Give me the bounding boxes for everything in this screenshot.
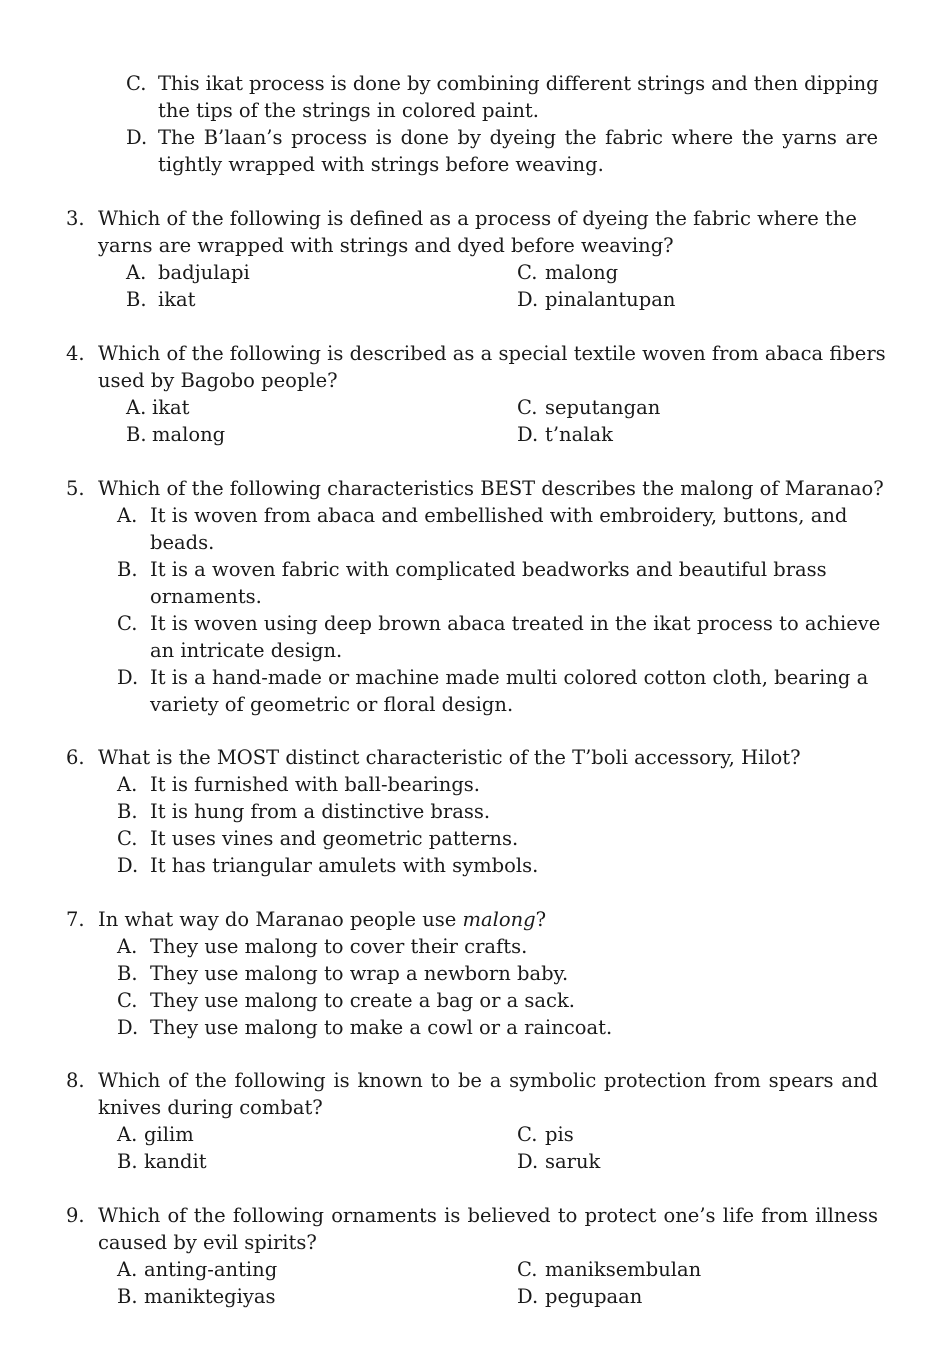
- question-number: 9.: [66, 1204, 85, 1227]
- question-text-emphasis: malong: [462, 908, 536, 931]
- option-letter: C.: [517, 261, 538, 284]
- option-text: variety of geometric or floral design.: [150, 693, 514, 716]
- question-text: What is the MOST distinct characteristic of the T’boli accessory, Hilot?: [98, 746, 801, 769]
- option-letter: B.: [126, 423, 147, 446]
- option-text: It is woven from abaca and embellished with embroidery, buttons, and: [150, 504, 848, 527]
- option-letter: D.: [126, 126, 148, 149]
- option-text: It is furnished with ball-bearings.: [150, 773, 481, 796]
- option-letter: D.: [517, 423, 539, 446]
- option-letter: A.: [117, 935, 138, 958]
- option-text: They use malong to create a bag or a sack.: [150, 989, 575, 1012]
- option-text: gilim: [144, 1123, 194, 1146]
- option-text: It has triangular amulets with symbols.: [150, 854, 539, 877]
- option-letter: D.: [517, 288, 539, 311]
- option-letter: A.: [117, 504, 138, 527]
- question-number: 7.: [66, 908, 85, 931]
- option-letter: A.: [117, 1123, 138, 1146]
- option-text: pis: [545, 1123, 574, 1146]
- option-letter: B.: [117, 558, 138, 581]
- option-text: ikat: [152, 396, 190, 419]
- question-text: knives during combat?: [98, 1096, 323, 1119]
- question-text: caused by evil spirits?: [98, 1231, 317, 1254]
- option-text: malong: [152, 423, 226, 446]
- option-letter: C.: [517, 396, 538, 419]
- option-text: It is woven using deep brown abaca treated in the ikat process to achieve: [150, 612, 881, 635]
- option-text: The B’laan’s process is done by dyeing the fabric where the yarns are: [158, 126, 878, 149]
- option-text: It uses vines and geometric patterns.: [150, 827, 519, 850]
- option-letter: D.: [517, 1285, 539, 1308]
- option-letter: D.: [517, 1150, 539, 1173]
- question-number: 6.: [66, 746, 85, 769]
- option-text: an intricate design.: [150, 639, 343, 662]
- option-letter: B.: [117, 1150, 138, 1173]
- question-text: Which of the following characteristics BEST describes the malong of Maranao?: [98, 477, 884, 500]
- question-number: 8.: [66, 1069, 85, 1092]
- option-text: t’nalak: [545, 423, 613, 446]
- option-text: It is hung from a distinctive brass.: [150, 800, 491, 823]
- question-text-part: In what way do Maranao people use: [98, 908, 463, 931]
- option-text: They use malong to wrap a newborn baby.: [150, 962, 569, 985]
- option-text: beads.: [150, 531, 215, 554]
- question-text-part: ?: [535, 908, 547, 931]
- option-letter: C.: [517, 1123, 538, 1146]
- option-text: pinalantupan: [545, 288, 676, 311]
- option-letter: B.: [117, 962, 138, 985]
- option-text: They use malong to cover their crafts.: [150, 935, 528, 958]
- option-text: maniktegiyas: [144, 1285, 276, 1308]
- option-letter: B.: [126, 288, 147, 311]
- question-text: Which of the following is described as a special textile woven from abaca fibers: [98, 342, 886, 365]
- option-letter: D.: [117, 666, 139, 689]
- option-text: ikat: [158, 288, 196, 311]
- option-letter: D.: [117, 854, 139, 877]
- option-text: saruk: [545, 1150, 601, 1173]
- option-text: seputangan: [545, 396, 661, 419]
- option-letter: C.: [117, 989, 138, 1012]
- option-letter: A.: [117, 773, 138, 796]
- question-text: [98, 906, 546, 933]
- option-text: maniksembulan: [545, 1258, 702, 1281]
- option-letter: A.: [117, 1258, 138, 1281]
- question-text: Which of the following is defined as a process of dyeing the fabric where the: [98, 207, 857, 230]
- option-text: It is a woven fabric with complicated beadworks and beautiful brass: [150, 558, 827, 581]
- question-number: 4.: [66, 342, 85, 365]
- question-number: 3.: [66, 207, 85, 230]
- option-text: malong: [545, 261, 619, 284]
- option-letter: D.: [117, 1016, 139, 1039]
- option-text: It is a hand-made or machine made multi colored cotton cloth, bearing a: [150, 666, 869, 689]
- option-letter: B.: [117, 1285, 138, 1308]
- option-text: badjulapi: [158, 261, 250, 284]
- option-text: This ikat process is done by combining different strings and then dipping: [158, 72, 879, 95]
- question-number: 5.: [66, 477, 85, 500]
- question-text: Which of the following ornaments is believed to protect one’s life from illness: [98, 1204, 878, 1227]
- option-letter: C.: [517, 1258, 538, 1281]
- option-text: tightly wrapped with strings before weaving.: [158, 153, 604, 176]
- option-letter: B.: [117, 800, 138, 823]
- option-text: pegupaan: [545, 1285, 643, 1308]
- question-text: Which of the following is known to be a symbolic protection from spears and: [98, 1069, 878, 1092]
- option-text: the tips of the strings in colored paint.: [158, 99, 539, 122]
- option-letter: C.: [117, 827, 138, 850]
- option-letter: C.: [117, 612, 138, 635]
- question-text: used by Bagobo people?: [98, 369, 338, 392]
- option-text: kandit: [144, 1150, 207, 1173]
- option-text: They use malong to make a cowl or a raincoat.: [150, 1016, 613, 1039]
- option-letter: A.: [126, 261, 147, 284]
- option-letter: C.: [126, 72, 147, 95]
- option-text: ornaments.: [150, 585, 262, 608]
- question-text: yarns are wrapped with strings and dyed before weaving?: [98, 234, 674, 257]
- option-text: anting-anting: [144, 1258, 278, 1281]
- option-letter: A.: [126, 396, 147, 419]
